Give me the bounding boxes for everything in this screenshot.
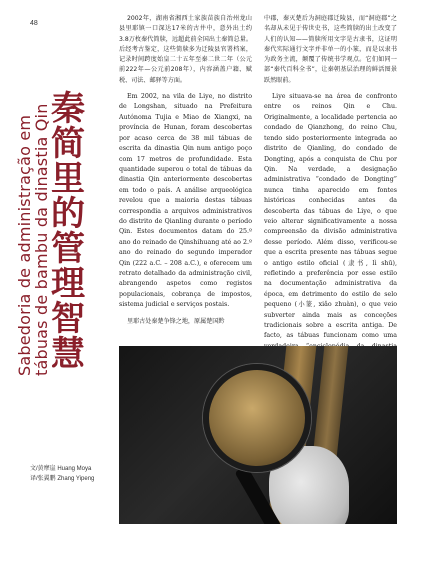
portuguese-title-line-2: tábuas de bambu da dinastia Qin [32,103,51,376]
chinese-title-char: 理 [51,264,85,304]
magnifier-lens-icon [203,364,311,472]
magnifier-over-bamboo-slips-photo [119,346,397,524]
chinese-title-char: 管 [51,229,85,269]
chinese-title [48,89,88,374]
portuguese-title [16,56,50,376]
chinese-title-char: 简 [51,124,85,164]
paragraph-pt: Em 2002, na vila de Liye, no distrito de Longshan, situado na Prefeitura Autónoma Tujia e Miao de Xiangxi, na província de Hunan, foram descobertas por acaso cerca de 38 mil tábuas de escrita da dinastia Qin num antigo poço com 17 metros de profundidade. Esta quantidade superou o total de tábuas da dinastia Qin anteriormente descobertas em todo o país. A análise arqueológica revelou que a maioria destas tábuas correspondia a arquivos administrativos do distrito de Qianling durante o período Qin. Estes documentos datam do 25.º ano do reinado de Qinshihuang até ao 2.º ano do reinado do segundo imperador Qin (222 a.C. – 208 a.C.), e oferecem um retrato detalhado da administração civil, abrangendo aspetos como registos populacionais, cobrança de impostos, sistema judicial e serviços postais. [119,93,252,309]
portuguese-title-line-1: Sabedoria de administração em [15,114,34,376]
paragraph-zh: 2002年，湖南省湘西土家族苗族自治州龙山县里耶镇一口深达17米的古井中，意外出土约3.8万枚秦代简牍，远超此前全国出土秦简总量。后经考古鉴定，这些简牍多为迁陵县官署档案，记录时间跨度始皇二十五年至秦二世二年（公元前222年—公元前208年），内容涵盖户籍、赋税、司法、邮驿等方面。 [119,15,252,84]
credits [30,464,94,484]
paragraph-pt: Liye situava-se na área de confronto entre os reinos Qin e Chu. Originalmente, a localidade pertencia ao condado de Qianzhong, do reino Chu, tendo sido posteriormente integrada ao distrito de Qianling, do condado de Dongting, após a conquista de Chu por Qin. Na verdade, a designação administrativa “condado de Dongting” nunca tinha aparecido em fontes históricas conhecidas antes da descoberta das tábuas de Liye, o que veio alterar significativamente a nossa compreensão da divisão administrativa desse período. Além disso, verificou-se que a escrita presente nas tábuas segue o antigo estilo oficial (隶书, lì shū), refletindo a preferência por esse estilo na documentação administrativa da época, em detrimento do estilo de selo pequeno (小篆, xiǎo zhuàn), o que veio subverter ainda mais as conceções tradicionais sobre a escrita antiga. De facto, as tábuas funcionam como uma [264,93,397,340]
chinese-title-char: 慧 [51,334,85,374]
article-column-right [264,14,397,369]
paragraph-zh: 中郡，秦灭楚后为洞庭郡迁陵县，而“洞庭郡”之名却从未见于传世史书，这些简牍的出土改变了人们的认知——简牍所用文字是古隶书，这证明秦代实际通行文字并非单一的小篆，而是以隶书为政务主流，颠覆了传统书学观点。它们如同一部“秦代百科全书”，让秦朝基层治理的鲜活图景跃然眼前。 [264,15,397,84]
article-column-middle [119,14,252,333]
chinese-title-char: 的 [51,194,85,234]
chinese-title-char: 秦 [51,89,85,129]
author-credit: 文/黄摩崖 Huang Moya [30,466,92,472]
page-number: 48 [30,20,38,27]
paragraph-zh: 里耶古处秦楚争锋之地，原属楚国黔 [127,317,225,325]
translator-credit: 译/张翼鹏 Zhang Yipeng [30,476,95,482]
chinese-title-char: 里 [51,159,85,199]
chinese-title-char: 智 [51,299,85,339]
